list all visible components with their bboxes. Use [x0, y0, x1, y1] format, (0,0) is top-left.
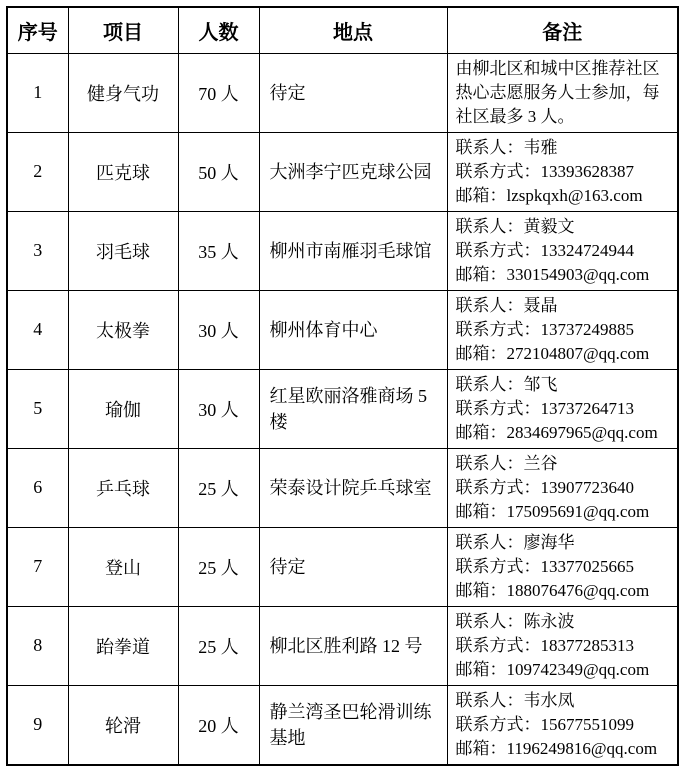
table-row: [7, 685, 678, 765]
cell-count: 20 人: [178, 685, 259, 765]
cell-project: 瑜伽: [68, 369, 178, 448]
column-header-location: 地点: [259, 7, 447, 53]
table-row: [7, 527, 678, 606]
cell-remark: [447, 53, 678, 132]
cell-project: 健身气功: [68, 53, 178, 132]
remark-contact: 联系人：邹飞: [455, 374, 558, 394]
remark-phone: 联系方式：13377025665: [455, 556, 634, 576]
remark-phone: 联系方式：13737264713: [455, 398, 634, 418]
cell-location: 柳州市南雁羽毛球馆: [259, 211, 447, 290]
cell-remark: [447, 606, 678, 685]
remark-email: 邮箱：175095691@qq.com: [455, 501, 650, 521]
cell-serial: 7: [7, 527, 68, 606]
remark-phone: 联系方式：18377285313: [455, 635, 634, 655]
table-row: [7, 369, 678, 448]
column-header-count: 人数: [178, 7, 259, 53]
cell-location: 红星欧丽洛雅商场 5 楼: [259, 369, 447, 448]
remark-email: 邮箱：2834697965@qq.com: [455, 422, 658, 442]
table-row: [7, 606, 678, 685]
cell-serial: 5: [7, 369, 68, 448]
cell-location: 大洲李宁匹克球公园: [259, 132, 447, 211]
cell-serial: 4: [7, 290, 68, 369]
cell-serial: 9: [7, 685, 68, 765]
table-row: [7, 132, 678, 211]
cell-location: 静兰湾圣巴轮滑训练基地: [259, 685, 447, 765]
cell-count: 25 人: [178, 606, 259, 685]
cell-remark: [447, 369, 678, 448]
cell-location: 柳北区胜利路 12 号: [259, 606, 447, 685]
roster-table: [6, 6, 679, 766]
cell-remark: [447, 211, 678, 290]
remark-contact: 联系人：廖海华: [455, 532, 575, 552]
cell-count: 25 人: [178, 527, 259, 606]
remark-phone: 联系方式：13324724944: [455, 240, 634, 260]
remark-contact: 联系人：韦水凤: [455, 690, 575, 710]
cell-count: 50 人: [178, 132, 259, 211]
remark-contact: 联系人：韦雅: [455, 137, 558, 157]
cell-count: 25 人: [178, 448, 259, 527]
cell-serial: 1: [7, 53, 68, 132]
cell-serial: 8: [7, 606, 68, 685]
remark-phone: 联系方式：13737249885: [455, 319, 634, 339]
cell-serial: 2: [7, 132, 68, 211]
table-row: [7, 448, 678, 527]
cell-remark: [447, 448, 678, 527]
remark-contact: 联系人：陈永波: [455, 611, 575, 631]
cell-remark: [447, 132, 678, 211]
cell-count: 70 人: [178, 53, 259, 132]
cell-count: 35 人: [178, 211, 259, 290]
cell-location: 待定: [259, 527, 447, 606]
cell-location: 柳州体育中心: [259, 290, 447, 369]
remark-contact: 联系人：聂晶: [455, 295, 558, 315]
cell-count: 30 人: [178, 290, 259, 369]
cell-project: 跆拳道: [68, 606, 178, 685]
remark-line: 由柳北区和城中区推荐社区热心志愿服务人士参加，每社区最多 3 人。: [455, 58, 660, 126]
cell-count: 30 人: [178, 369, 259, 448]
column-header-serial: 序号: [7, 7, 68, 53]
cell-project: 轮滑: [68, 685, 178, 765]
cell-location: 荣泰设计院乒乓球室: [259, 448, 447, 527]
cell-project: 羽毛球: [68, 211, 178, 290]
remark-phone: 联系方式：15677551099: [455, 714, 634, 734]
cell-remark: [447, 290, 678, 369]
column-header-remark: 备注: [447, 7, 678, 53]
cell-project: 乒乓球: [68, 448, 178, 527]
remark-contact: 联系人：黄毅文: [455, 216, 575, 236]
cell-project: 太极拳: [68, 290, 178, 369]
header-row: [7, 7, 678, 53]
cell-serial: 6: [7, 448, 68, 527]
table-row: [7, 211, 678, 290]
table-row: [7, 290, 678, 369]
remark-phone: 联系方式：13393628387: [455, 161, 634, 181]
remark-email: 邮箱：1196249816@qq.com: [455, 738, 658, 758]
remark-contact: 联系人：兰谷: [455, 453, 558, 473]
remark-email: 邮箱：109742349@qq.com: [455, 659, 650, 679]
document-page: [6, 6, 679, 766]
remark-email: 邮箱：272104807@qq.com: [455, 343, 650, 363]
column-header-project: 项目: [68, 7, 178, 53]
cell-project: 匹克球: [68, 132, 178, 211]
cell-project: 登山: [68, 527, 178, 606]
cell-remark: [447, 685, 678, 765]
remark-email: 邮箱：330154903@qq.com: [455, 264, 650, 284]
remark-email: 邮箱：188076476@qq.com: [455, 580, 650, 600]
cell-location: 待定: [259, 53, 447, 132]
remark-phone: 联系方式：13907723640: [455, 477, 634, 497]
cell-serial: 3: [7, 211, 68, 290]
cell-remark: [447, 527, 678, 606]
table-row: [7, 53, 678, 132]
remark-email: 邮箱：lzspkqxh@163.com: [455, 185, 643, 205]
